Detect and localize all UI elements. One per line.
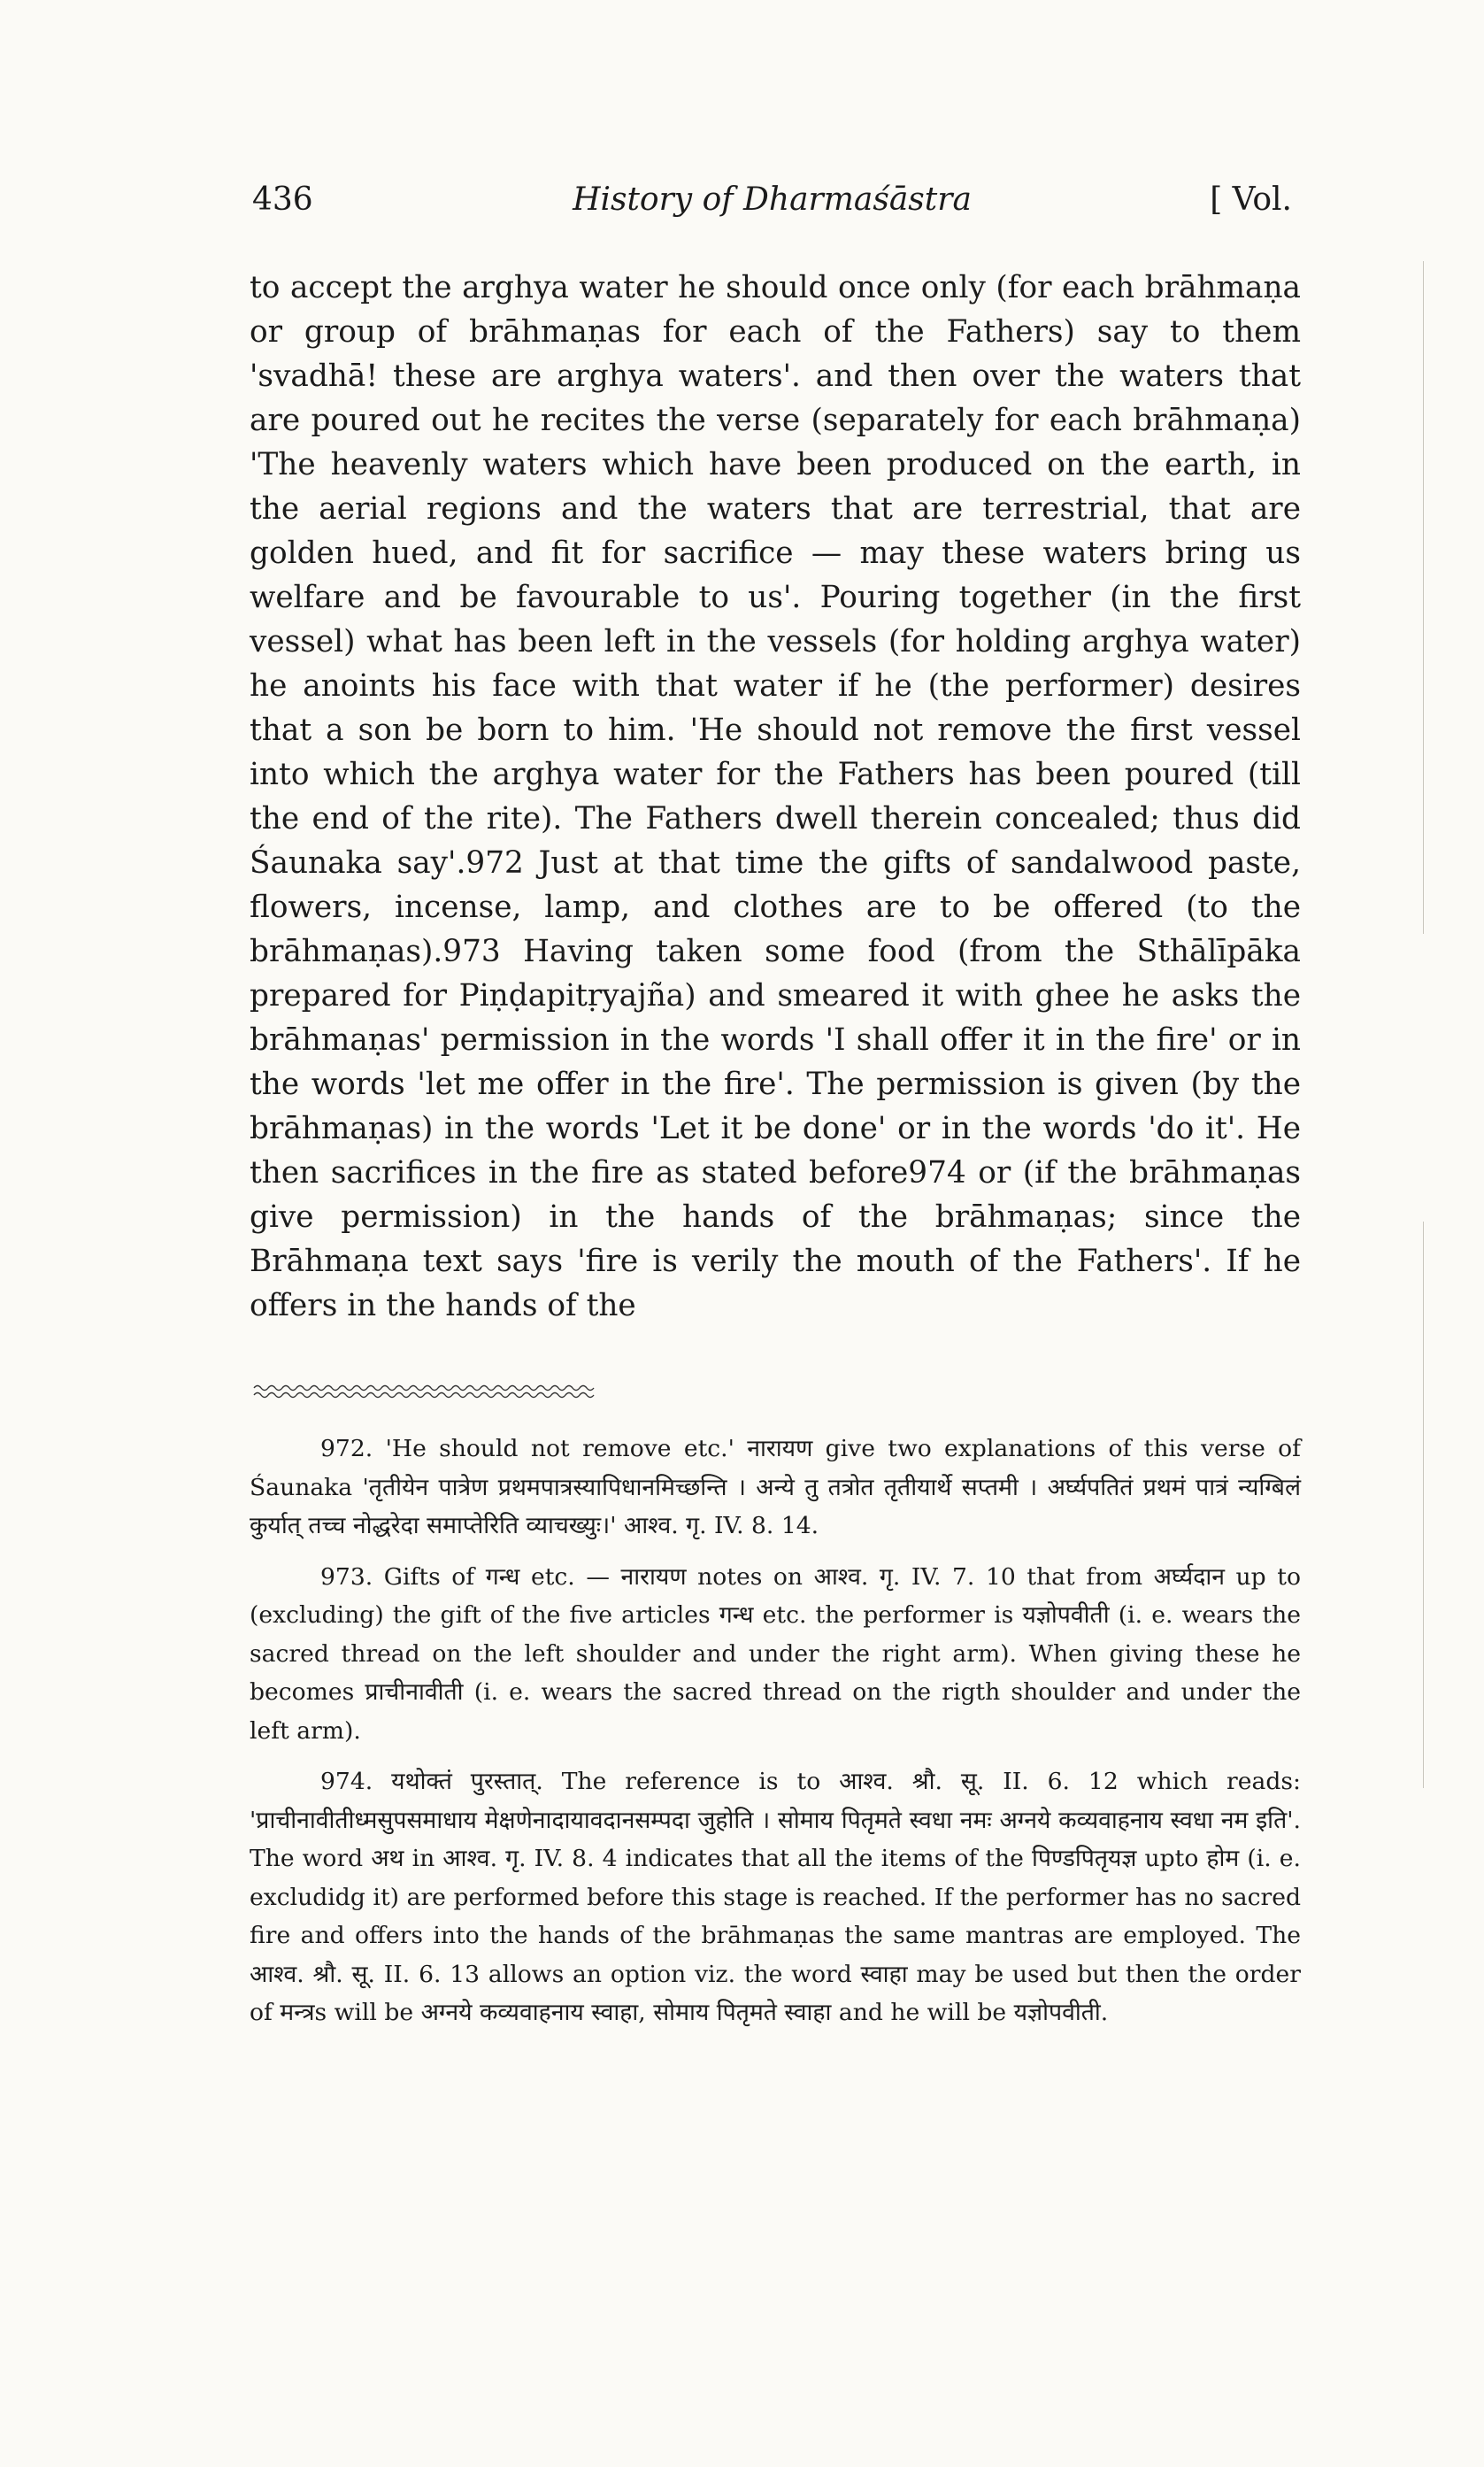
footnote-text: 'He should not remove etc.' नारायण give two explanations of this verse of Śaunaka 'तृतीयेन पात्रेण प्रथमपात्रस्यापिधानमिच्छन्ति । अन्ये तु तत्रोत तृतीयार्थे सप्तमी । अर्घ्यपतितं प्रथमं पात्रं न्यग्बिलं कुर्यात् तच्च नोद्धरेदा समाप्तेरिति व्याचख्युः।' आश्व. गृ. IV. 8. 14.	[250, 1435, 1301, 1539]
footnote-text: यथोक्तं पुरस्तात्. The reference is to आश्व. श्रौ. सू. II. 6. 12 which reads: 'प्राचीनावीतीध्मसुपसमाधाय मेक्षणेनादायावदानसम्पदा जुहोति । सोमाय पितृमते स्वधा नमः अग्नये कव्यवाहनाय स्वधा नम इति'. The word अथ in आश्व. गृ. IV. 8. 4 indicates that all the items of the पिण्डपितृयज्ञ upto होम (i. e. excludidg it) are performed before this stage is reached. If the performer has no sacred fire and offers into the hands of the brāhmaṇas the same mantras are employed. The आश्व. श्रौ. सू. II. 6. 13 allows an option viz. the word स्वाहा may be used but then the order of मन्त्रs will be अग्नये कव्यवाहनाय स्वाहा, सोमाय पितृमते स्वाहा and he will be यज्ञोपवीती.	[250, 1768, 1301, 2026]
footnote-974	[250, 1762, 1301, 2032]
footnote-number: 974.	[320, 1768, 373, 1795]
page-number: 436	[252, 181, 313, 218]
footnote-972	[250, 1430, 1301, 1546]
footnote-number: 973.	[320, 1562, 373, 1591]
footnote-973	[250, 1558, 1301, 1751]
footnote-separator	[252, 1383, 602, 1404]
scan-margin-line	[1423, 1222, 1424, 1788]
scan-margin-line	[1423, 261, 1424, 934]
volume-label: [ Vol.	[1210, 181, 1292, 218]
main-text	[250, 266, 1301, 1328]
footnotes	[250, 1430, 1301, 2045]
running-title: History of Dharmaśāstra	[573, 181, 972, 218]
footnote-text: Gifts of गन्ध etc. — नारायण notes on आश्व. गृ. IV. 7. 10 that from अर्घ्यदान up to (excluding) the gift of the five articles गन्ध etc. the performer is यज्ञोपवीती (i. e. wears the sacred thread on the left shoulder and under the right arm). When giving these he becomes प्राचीनावीती (i. e. wears the sacred thread on the rigth shoulder and under the left arm).	[250, 1562, 1301, 1745]
footnote-number: 972.	[320, 1435, 373, 1462]
body-paragraph: to accept the arghya water he should once only (for each brāhmaṇa or group of brāhmaṇas for each of the Fathers) say to them 'svadhā! these are arghya waters'. and then over the waters that are poured out he recites the verse (separately for each brāhmaṇa) 'The heavenly waters which have been produced on the earth, in the aerial regions and the waters that are terrestrial, that are golden hued, and fit for sacrifice — may these waters bring us welfare and be favourable to us'. Pouring together (in the first vessel) what has been left in the vessels (for holding arghya water) he anoints his face with that water if he (the performer) desires that a son be born to him. 'He should not remove the first vessel into which the arghya water for the Fathers has been poured (till the end of the rite). The Fathers dwell therein concealed; thus did Śaunaka say'.972 Just at that time the gifts of sandalwood paste, flowers, incense, lamp, and clothes are to be offered (to the brāhmaṇas).973 Having taken some food (from the Sthālīpāka prepared for Piṇḍapitṛyajña) and smeared it with ghee he asks the brāhmaṇas' permission in the words 'I shall offer it in the fire' or in the words 'let me offer in the fire'. The permission is given (by the brāhmaṇas) in the words 'Let it be done' or in the words 'do it'. He then sacrifices in the fire as stated before974 or (if the brāhmaṇas give permission) in the hands of the brāhmaṇas; since the Brāhmaṇa text says 'fire is verily the mouth of the Fathers'. If he offers in the hands of the	[250, 270, 1301, 1323]
page-header	[252, 181, 1292, 226]
